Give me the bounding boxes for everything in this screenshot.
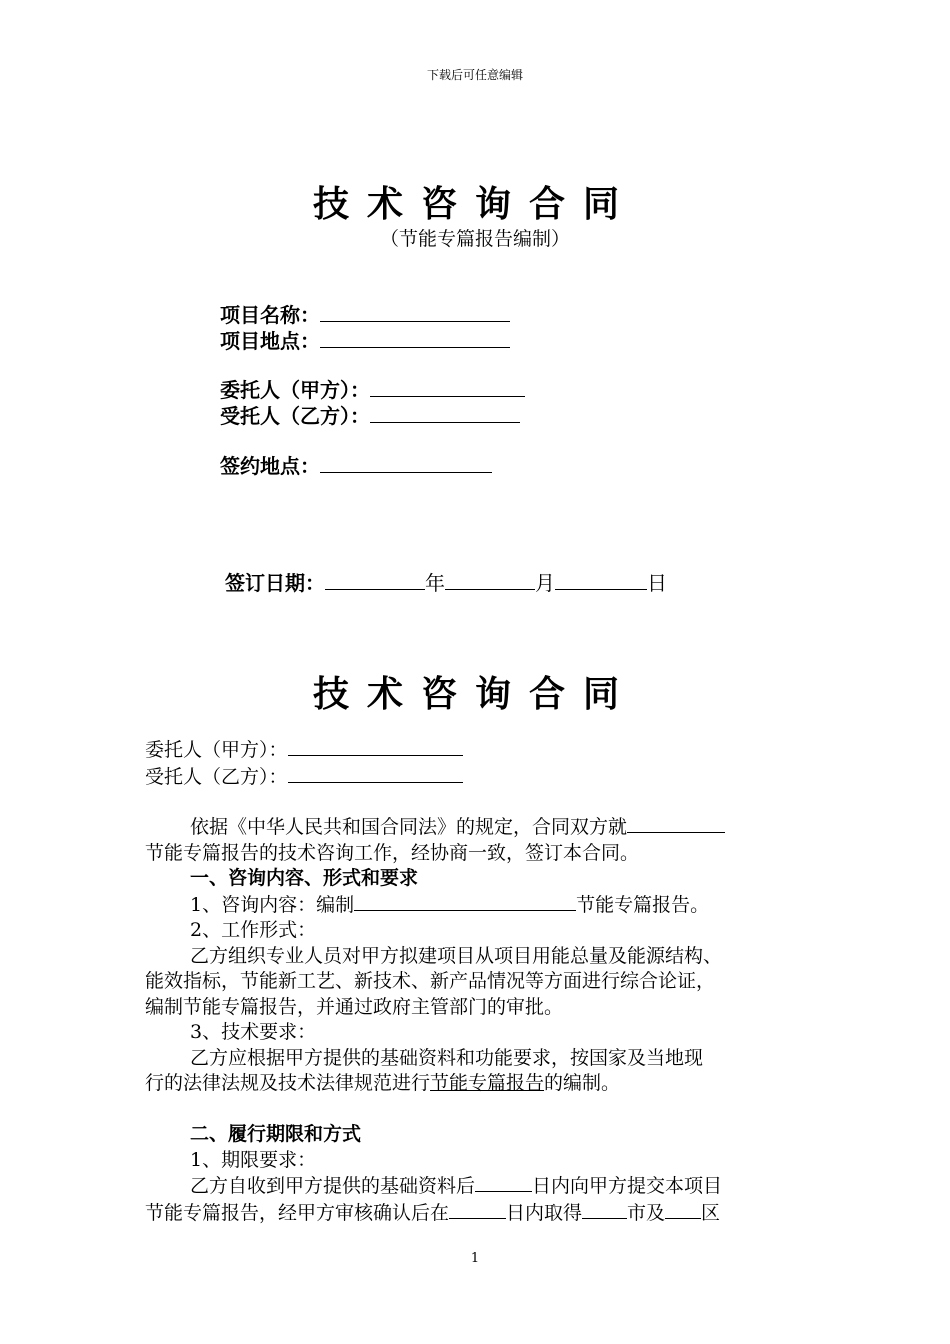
month-blank [445,569,535,590]
signing-place-field [220,450,492,479]
month-label: 月 [535,571,555,595]
para-3-text-c: 的编制。 [544,1072,621,1094]
page-number: 1 [470,1251,480,1266]
para-3-underlined: 节能专篇报告 [430,1072,545,1094]
header-note: 下载后可任意编辑 [426,68,523,82]
cover-client-blank [370,376,525,397]
intro-text-a: 依据《中华人民共和国合同法》的规定，合同双方就 [190,816,628,838]
item-1-blank [354,892,576,911]
contract-contractor-line [145,764,815,791]
contract-body [145,814,815,1226]
contract-contractor-label: 受托人（乙方）： [145,765,288,788]
contract-title: 技术咨询合同 [312,674,637,715]
para-4-blank-4 [665,1200,701,1219]
cover-contractor-field [220,400,520,429]
project-name-label: 项目名称： [220,303,320,327]
year-blank [325,569,425,590]
item-1-text-b: 节能专篇报告。 [576,893,710,916]
contract-client-line [145,737,815,764]
para-4-text-a: 乙方自收到甲方提供的基础资料后 [190,1175,476,1197]
para-4-blank-3 [582,1200,627,1219]
item-1-line [145,892,815,919]
para-4-text-c: 节能专篇报告，经甲方审核确认后在 [145,1201,450,1224]
cover-title: 技术咨询合同 [312,184,637,225]
project-location-label: 项目地点： [220,329,320,353]
para-4-blank-2 [449,1200,506,1219]
para-3-line-1: 乙方应根据甲方提供的基础资料和功能要求，按国家及当地现 [190,1046,704,1069]
section-1-title: 一、咨询内容、形式和要求 [190,867,419,889]
signing-place-blank [320,452,492,473]
para-3-text-a: 行的法律法规及技术法律规范进行 [145,1072,431,1094]
intro-line-1 [145,814,815,841]
day-blank [555,569,647,590]
cover-contractor-blank [370,402,520,423]
signing-place-label: 签约地点： [220,454,320,478]
contract-parties [145,737,815,790]
para-2-line-3: 编制节能专篇报告，并通过政府主管部门的审批。 [145,995,564,1018]
para-3-line-2 [145,1071,815,1097]
para-4-line-2 [145,1200,815,1227]
item-2-1-line: 1、期限要求： [190,1148,317,1171]
project-name-field [220,299,510,328]
para-4-text-b: 日内向甲方提交本项目 [532,1175,723,1197]
project-location-field [220,325,510,354]
contract-client-blank [288,737,463,756]
intro-line-2: 节能专篇报告的技术咨询工作，经协商一致，签订本合同。 [145,841,640,864]
section-2-title: 二、履行期限和方式 [190,1123,362,1145]
cover-client-field [220,374,525,403]
signing-date-label: 签订日期： [225,571,325,595]
contract-client-label: 委托人（甲方）： [145,739,288,761]
para-4-text-f: 区 [701,1201,721,1224]
day-label: 日 [647,571,667,595]
item-1-text-a: 1、咨询内容：编制 [190,893,355,916]
project-name-blank [320,301,510,322]
para-4-line-1 [145,1173,815,1200]
para-4-text-e: 市及 [627,1201,666,1224]
cover-contractor-label: 受托人（乙方）： [220,404,370,428]
item-3-line: 3、技术要求： [190,1021,317,1043]
para-2-line-2: 能效指标，节能新工艺、新技术、新产品情况等方面进行综合论证， [145,970,716,992]
year-label: 年 [425,571,445,595]
signing-date-field [225,567,667,596]
cover-client-label: 委托人（甲方）： [220,378,370,402]
para-2-line-1: 乙方组织专业人员对甲方拟建项目从项目用能总量及能源结构、 [190,944,723,967]
para-4-blank-1 [475,1173,532,1192]
spacer [145,1097,815,1123]
para-4-text-d: 日内取得 [506,1201,583,1224]
contract-contractor-blank [288,764,463,783]
item-2-line: 2、工作形式： [190,919,317,941]
project-location-blank [320,327,510,348]
cover-subtitle: （节能专篇报告编制） [379,228,570,250]
intro-blank [627,814,725,833]
